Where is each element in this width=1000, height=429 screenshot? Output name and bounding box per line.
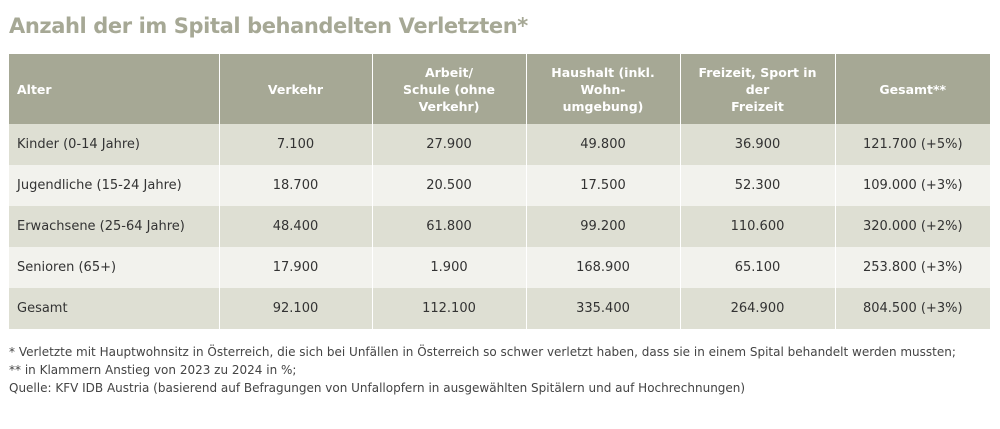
table-row-gesamt [9,288,990,329]
column-header-haushalt: Haushalt (inkl. Wohn- umgebung) [526,54,680,124]
table-cell: Senioren (65+) [9,247,219,288]
table-row-senioren [9,247,990,288]
table-cell: 112.100 [372,288,526,329]
table-cell: 110.600 [680,206,835,247]
table-cell: 52.300 [680,165,835,206]
table-header-row [9,54,990,124]
chart-title: Anzahl der im Spital behandelten Verletzten* [9,14,528,38]
table-cell: 20.500 [372,165,526,206]
table-cell: Jugendliche (15-24 Jahre) [9,165,219,206]
table-cell: 253.800 (+3%) [835,247,990,288]
table-cell: 1.900 [372,247,526,288]
table-row-jugendliche [9,165,990,206]
table-cell: 17.900 [219,247,372,288]
table-cell: 61.800 [372,206,526,247]
table-cell: 264.900 [680,288,835,329]
table-cell: 48.400 [219,206,372,247]
table-cell: 335.400 [526,288,680,329]
table-cell: Gesamt [9,288,219,329]
table-cell: 27.900 [372,124,526,165]
table-cell: 7.100 [219,124,372,165]
table-row-erwachsene [9,206,990,247]
column-header-gesamt: Gesamt** [835,54,990,124]
table-cell: 65.100 [680,247,835,288]
table-cell: Erwachsene (25-64 Jahre) [9,206,219,247]
table-cell: 99.200 [526,206,680,247]
table-cell: 121.700 (+5%) [835,124,990,165]
injury-table [9,54,990,329]
footnotes [9,343,956,397]
footnote-definition: * Verletzte mit Hauptwohnsitz in Österreich, die sich bei Unfällen in Österreich so schwer verletzt haben, dass sie in einem Spital behandelt werden mussten; [9,345,956,359]
table-cell: 168.900 [526,247,680,288]
table-cell: 320.000 (+2%) [835,206,990,247]
table-cell: 804.500 (+3%) [835,288,990,329]
footnote-increase: ** in Klammern Anstieg von 2023 zu 2024 in %; [9,363,297,377]
footnote-source: Quelle: KFV IDB Austria (basierend auf Befragungen von Unfallopfern in ausgewählten Spitälern und auf Hochrechnungen) [9,381,746,395]
table-cell: Kinder (0-14 Jahre) [9,124,219,165]
table-cell: 18.700 [219,165,372,206]
column-header-freizeit-sport: Freizeit, Sport in der Freizeit [680,54,835,124]
table-cell: 92.100 [219,288,372,329]
column-header-arbeit-schule: Arbeit/ Schule (ohne Verkehr) [372,54,526,124]
table-cell: 17.500 [526,165,680,206]
column-header-alter: Alter [9,54,219,124]
column-header-verkehr: Verkehr [219,54,372,124]
table-cell: 49.800 [526,124,680,165]
table-cell: 36.900 [680,124,835,165]
table-row-kinder [9,124,990,165]
table-cell: 109.000 (+3%) [835,165,990,206]
